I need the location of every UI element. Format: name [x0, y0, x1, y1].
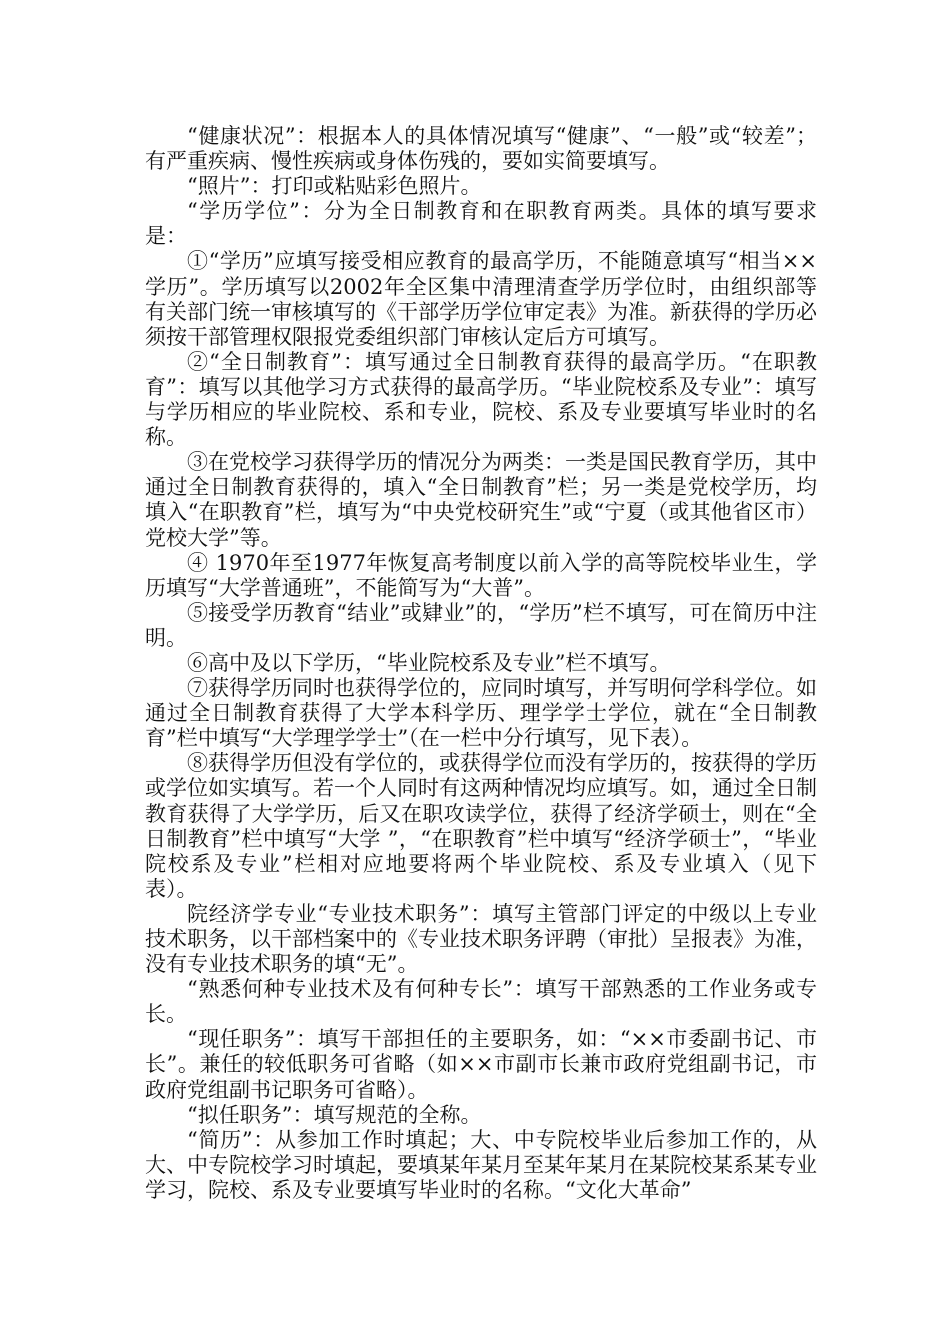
paragraph-item-5: ⑤接受学历教育“结业”或肄业”的，“学历”栏不填写，可在简历中注明。	[145, 600, 817, 650]
paragraph-resume: “简历”：从参加工作时填起；大、中专院校毕业后参加工作的，从大、中专院校学习时填起，要填某年某月至某年某月在某院校某系某专业学习，院校、系及专业要填写毕业时的名称。“文化大革命”	[145, 1127, 817, 1202]
paragraph-item-6: ⑥高中及以下学历，“毕业院校系及专业”栏不填写。	[187, 650, 671, 675]
paragraph-education-degree: “学历学位”：分为全日制教育和在职教育两类。具体的填写要求是：	[145, 199, 817, 249]
paragraph-item-1: ①“学历”应填写接受相应教育的最高学历，不能随意填写“相当××学历”。学历填写以2002年全区集中清理清查学历学位时，由组织部等有关部门统一审核填写的《干部学历学位审定表》为准。新获得的学历必须按干部管理权限报党委组织部门审核认定后方可填写。	[145, 249, 817, 349]
document-page	[145, 124, 817, 1203]
paragraph-item-4: ④ 1970年至1977年恢复高考制度以前入学的高等院校毕业生，学历填写“大学普通班”，不能简写为“大普”。	[145, 550, 817, 600]
paragraph-item-3: ③在党校学习获得学历的情况分为两类：一类是国民教育学历，其中通过全日制教育获得的，填入“全日制教育”栏；另一类是党校学历，均填入“在职教育”栏，填写为“中央党校研究生”或“宁夏（或其他省区市）党校大学”等。	[145, 450, 817, 550]
paragraph-photo: “照片”：打印或粘贴彩色照片。	[187, 174, 482, 199]
paragraph-professional-title: 院经济学专业“专业技术职务”：填写主管部门评定的中级以上专业技术职务，以干部档案中的《专业技术职务评聘（审批）呈报表》为准，没有专业技术职务的填“无”。	[145, 901, 817, 977]
paragraph-item-7: ⑦获得学历同时也获得学位的，应同时填写，并写明何学科学位。如通过全日制教育获得了大学本科学历、理学学士学位，就在“全日制教育”栏中填写“大学理学学士”（在一栏中分行填写，见下表）。	[145, 676, 817, 751]
paragraph-expertise: “熟悉何种专业技术及有何种专长”：填写干部熟悉的工作业务或专长。	[145, 977, 817, 1027]
paragraph-current-position: “现任职务”：填写干部担任的主要职务，如：“××市委副书记、市长”。兼任的较低职务可省略（如××市副市长兼市政府党组副书记，市政府党组副书记职务可省略）。	[145, 1027, 817, 1102]
paragraph-proposed-position: “拟任职务”：填写规范的全称。	[187, 1102, 482, 1127]
paragraph-item-2: ②“全日制教育”：填写通过全日制教育获得的最高学历。“在职教育”：填写以其他学习方式获得的最高学历。“毕业院校系及专业”：填写与学历相应的毕业院校、系和专业，院校、系及专业要填写毕业时的名称。	[145, 349, 817, 450]
paragraph-health-status: “健康状况”：根据本人的具体情况填写“健康”、“一般”或“较差”；有严重疾病、慢性疾病或身体伤残的，要如实简要填写。	[145, 124, 817, 174]
paragraph-item-8: ⑧获得学历但没有学位的，或获得学位而没有学历的，按获得的学历或学位如实填写。若一个人同时有这两种情况均应填写。如，通过全日制教育获得了大学学历，后又在职攻读学位，获得了经济学硕士，则在“全日制教育”栏中填写“大学 ”，“在职教育”栏中填写“经济学硕士”，“毕业院校系及专业”栏相对应地要将两个毕业院校、系及专业填入（见下表）。	[145, 751, 817, 901]
